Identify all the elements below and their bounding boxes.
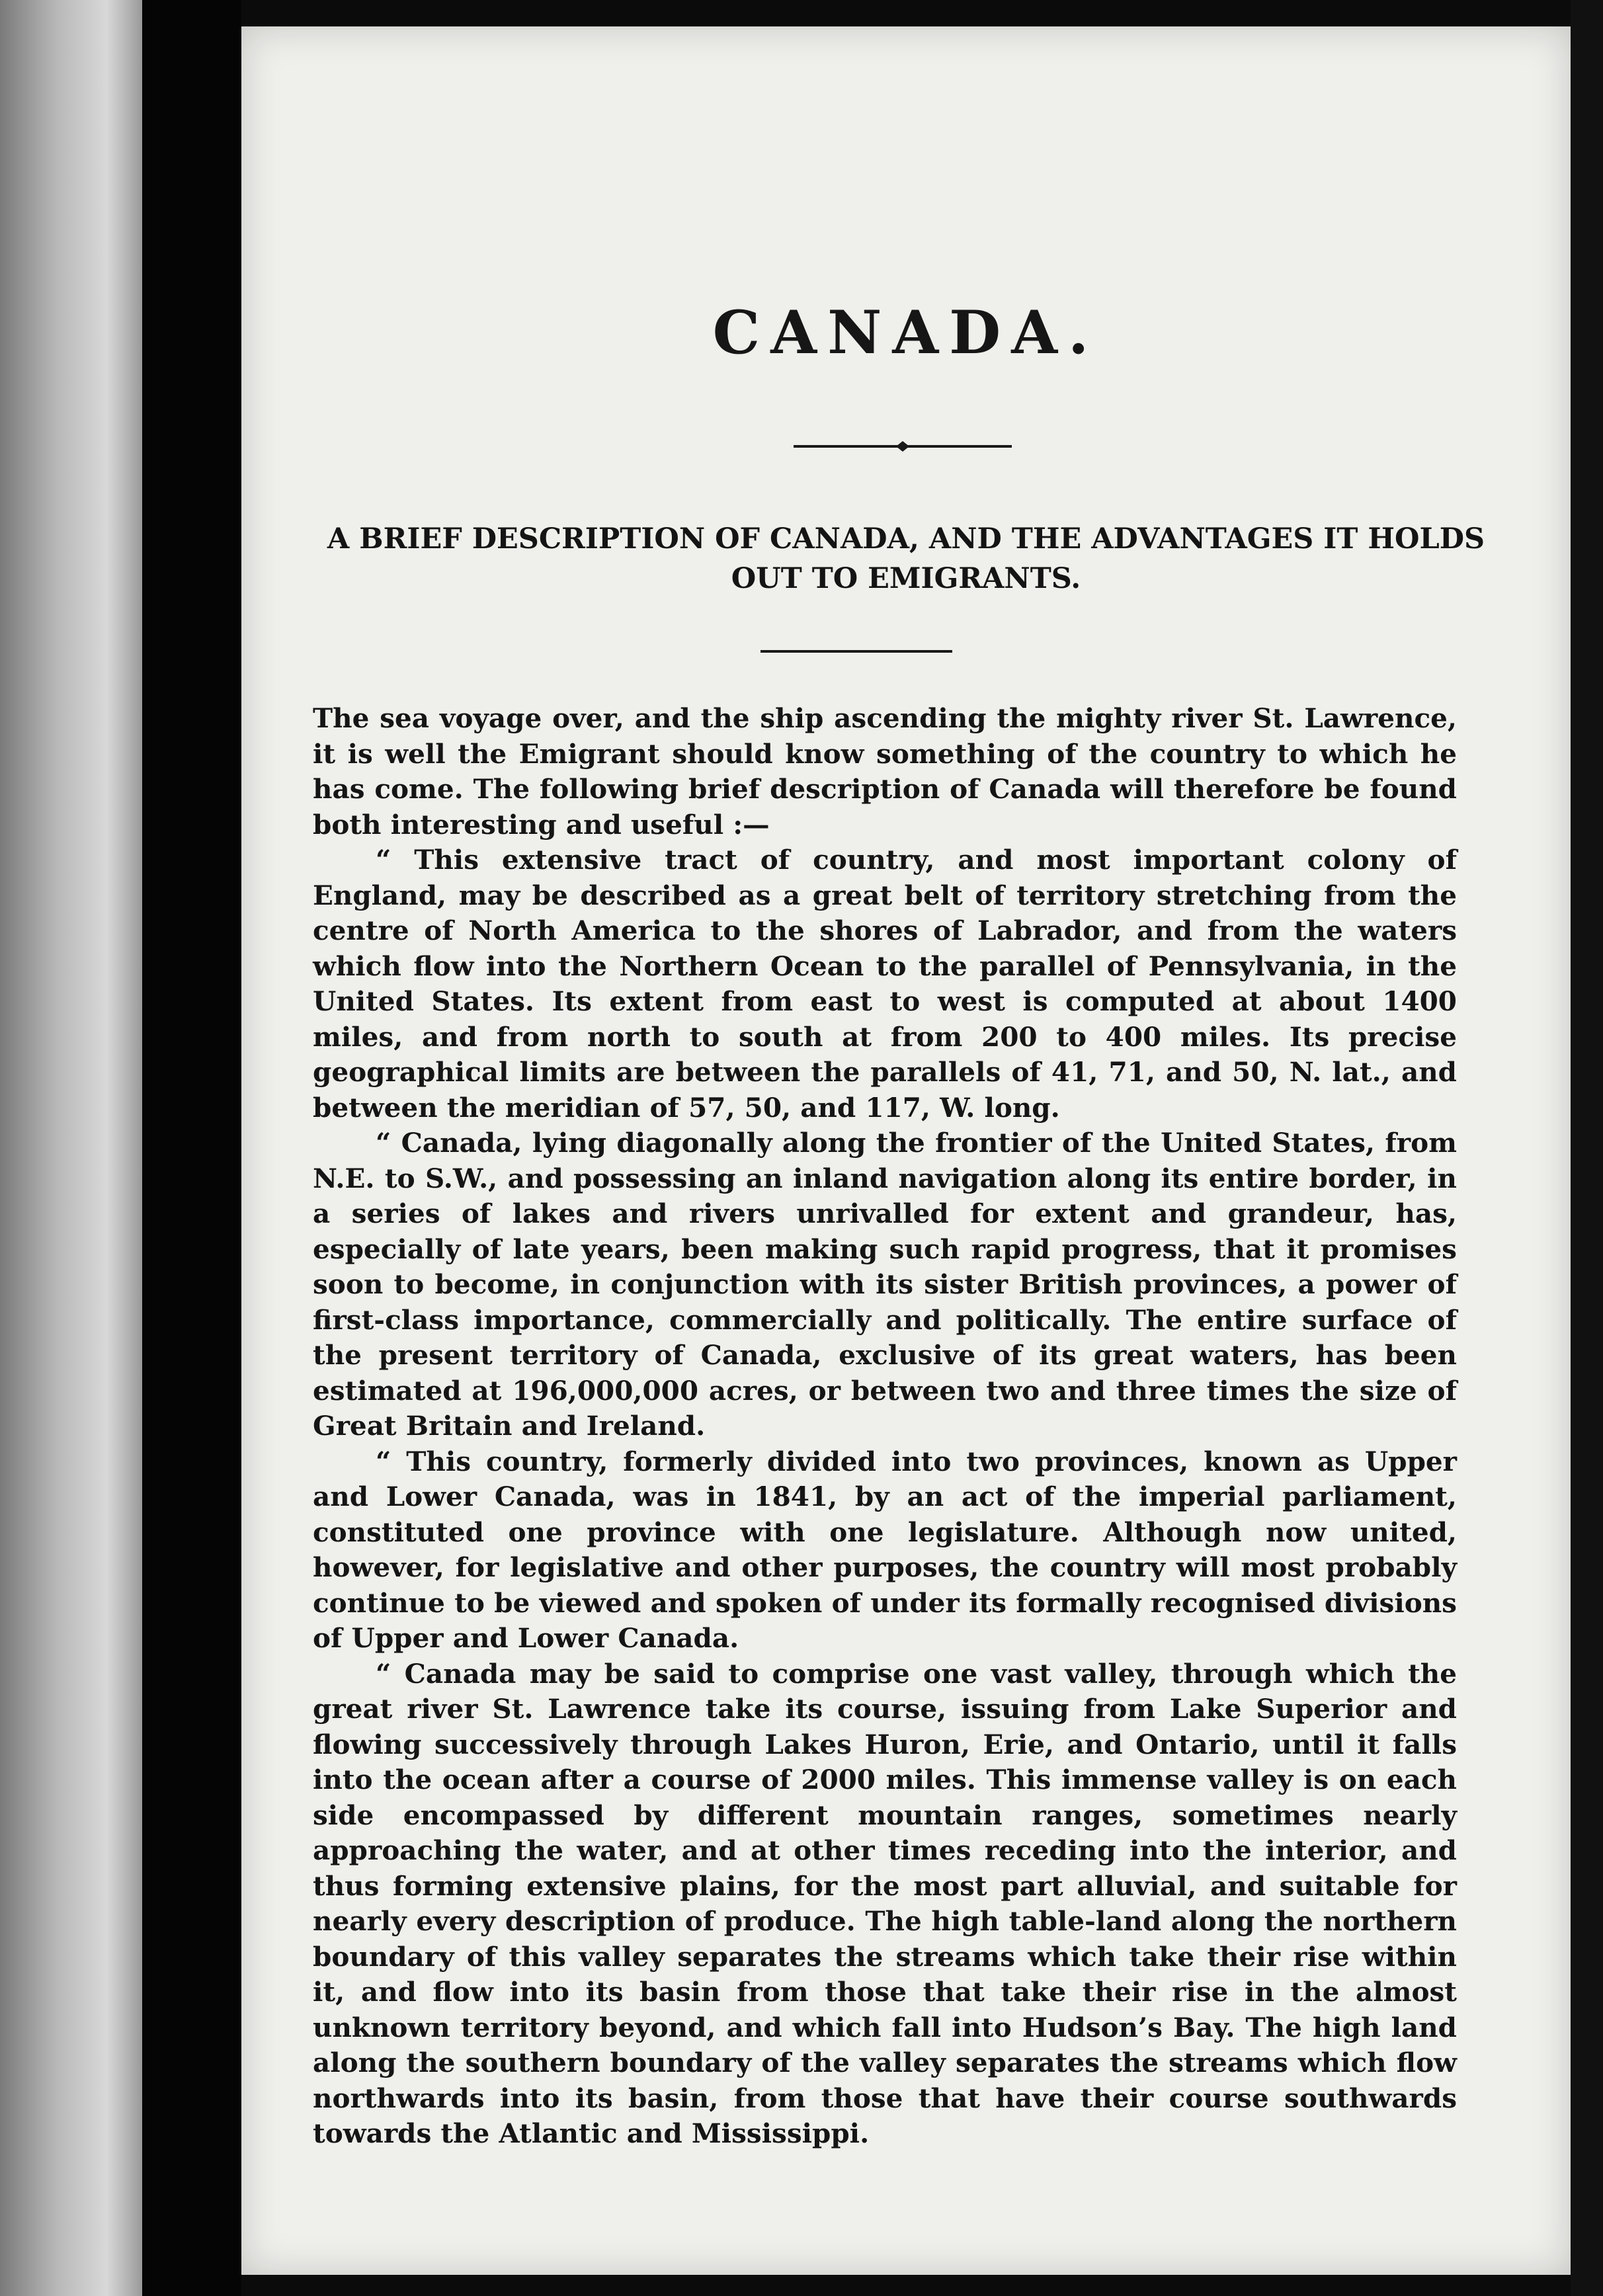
paragraph-2: “ This extensive tract of country, and most important colony of England, may be described as a great belt of territory stretching from the centre of North America to the shores of Labrador, and from the waters which flow into the Northern Ocean to the parallel of Pennsylvania, in the United States. Its extent from east to west is computed at about 1400 miles, and from north to south at from 200 to 400 miles. Its precise geographical limits are between the parallels of 41, 71, and 50, N. lat., and between the meridian of 57, 50, and 117, W. long. [313,844,1457,1124]
paragraph-5: “ Canada may be said to comprise one vast valley, through which the great river St. Lawrence take its course, issuing from Lake Superior and flowing successively through Lakes Huron, Erie, and Ontario, until it falls into the ocean after a course of 2000 miles. This immense valley is on each side encompassed by different mountain ranges, sometimes nearly approaching the water, and at other times receding into the interior, and thus forming extensive plains, for the most part alluvial, and suitable for nearly every description of produce. The high table-land along the northern boundary of this valley separates the streams which take their rise within it, and flow into its basin from those that take their rise in the almost unknown territory beyond, and which fall into Hudson’s Bay. The high land along the southern boundary of the valley separates the streams which flow northwards into its basin, from those that have their course southwards towards the Atlantic and Mississippi. [313,1657,1457,2149]
body-text [313,701,1457,2152]
paragraph-3: “ Canada, lying diagonally along the frontier of the United States, from N.E. to S.W., and possessing an inland navigation along its entire border, in a series of lakes and rivers unrivalled for extent and grandeur, has, especially of late years, been making such rapid progress, that it promises soon to become, in conjunction with its sister British provinces, a power of first-class importance, commercially and politically. The entire surface of the present territory of Canada, exclusive of its great waters, has been estimated at 196,000,000 acres, or between two and three times the size of Great Britain and Ireland. [313,1127,1457,1442]
page-title: CANADA. [712,298,1100,368]
facing-page-edge [0,0,142,2296]
scan-border-right [1571,0,1603,2296]
binding-gutter [142,0,241,2296]
paragraph-4: “ This country, formerly divided into two provinces, known as Upper and Lower Canada, was in 1841, by an act of the imperial parliament, constituted one province with one legislature. Although now united, however, for legislative and other purposes, the country will most probably continue to be viewed and spoken of under its formally recognised divisions of Upper and Lower Canada. [313,1445,1457,1654]
document-page [241,26,1571,2275]
paragraph-1: The sea voyage over, and the ship ascending the mighty river St. Lawrence, it is well the Emigrant should know something of the country to which he has come. The following brief description of Canada will therefore be found both interesting and useful :— [313,702,1457,840]
page-subtitle: A BRIEF DESCRIPTION OF CANADA, AND THE ADVANTAGES IT HOLDS OUT TO EMIGRANTS. [327,522,1485,595]
section-divider [760,650,952,653]
title-ornament [794,440,1012,453]
